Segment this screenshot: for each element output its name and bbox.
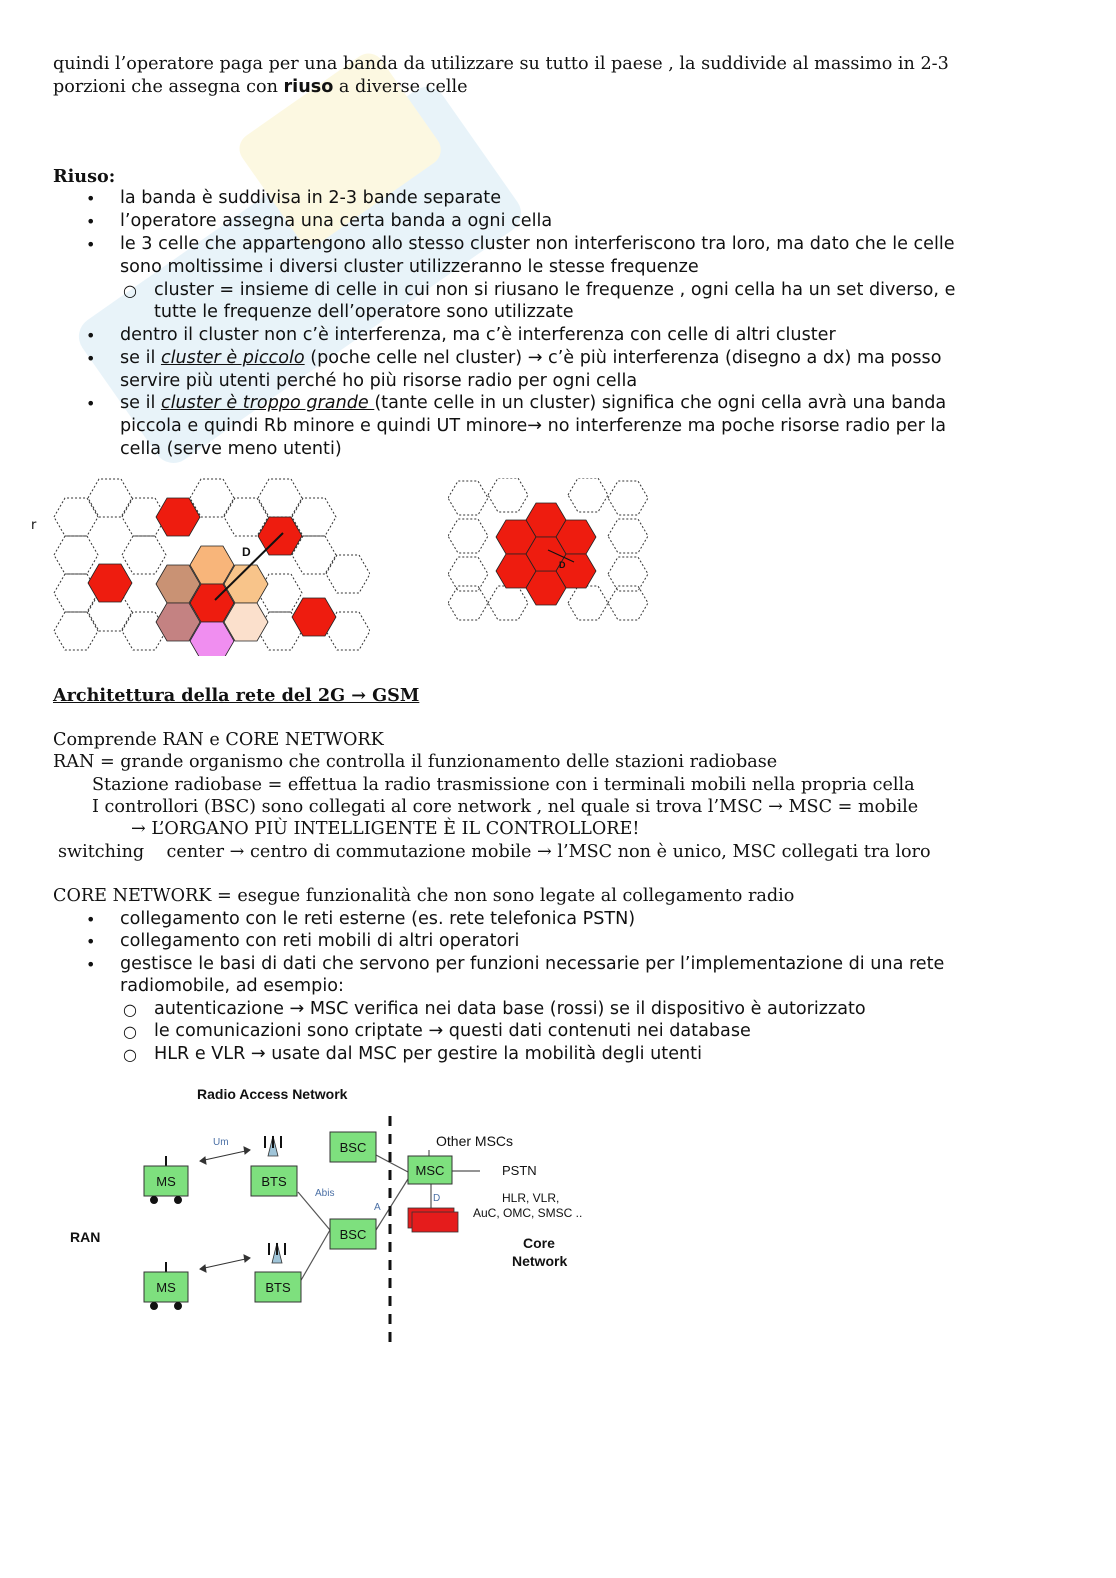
pstn-label: PSTN: [502, 1163, 537, 1178]
antenna-icon: [265, 1136, 281, 1156]
distance-label-d-small: D: [559, 560, 566, 570]
um-label: Um: [213, 1137, 229, 1148]
intro-line-1: quindi l’operatore paga per una banda da utilizzare su tutto il paese , la suddivide al massimo in 2-3: [53, 54, 949, 74]
arch-line-5: → L’ORGANO PIÙ INTELLIGENTE È IL CONTROLLORE!: [131, 819, 640, 839]
riuso-sub-bullet-line-1: cluster = insieme di celle in cui non si riusano le frequenze , ogni cella ha un set diverso, e: [154, 280, 956, 300]
bullet-icon: •: [86, 932, 96, 951]
antenna-icon: [269, 1243, 285, 1263]
gsm-architecture-diagram: [60, 1080, 620, 1350]
db-label-line-1: HLR, VLR,: [502, 1191, 560, 1205]
ms-label: MS: [156, 1280, 176, 1295]
riuso-bullet-6-line-1: [120, 392, 946, 415]
arch-line-1: Comprende RAN e CORE NETWORK: [53, 730, 384, 750]
text: (tante celle in un cluster) significa che ogni cella avrà una banda: [374, 393, 947, 413]
bullet-icon: •: [86, 189, 96, 208]
core-bullet-2: collegamento con reti mobili di altri operatori: [120, 931, 520, 951]
riuso-bullet-6-line-2: piccola e quindi Rb minore e quindi UT minore→ no interferenze ma poche risorse radio per la: [120, 416, 947, 436]
riuso-bullet-4: dentro il cluster non c’è interferenza, ma c’è interferenza con celle di altri cluster: [120, 325, 836, 345]
abis-label: Abis: [315, 1188, 335, 1199]
arch-heading: Architettura della rete del 2G → GSM: [53, 685, 420, 706]
bullet-icon: •: [86, 212, 96, 231]
riuso-heading: Riuso:: [53, 166, 116, 187]
hex-cluster-figure-small: [448, 478, 658, 626]
stray-mark: r: [31, 518, 37, 533]
bullet-icon: •: [86, 349, 96, 368]
hex-cluster-figure-large: [40, 478, 370, 656]
core-bullet-3-line-1: gestisce le basi di dati che servono per funzioni necessarie per l’implementazione di una rete: [120, 954, 945, 974]
circle-bullet-icon: ○: [123, 1000, 137, 1019]
text: se il: [120, 348, 161, 368]
core-bullet-3-line-2: radiomobile, ad esempio:: [120, 976, 344, 996]
d-interface-label: D: [433, 1193, 441, 1204]
core-sub-bullet-3: HLR e VLR → usate dal MSC per gestire la mobilità degli utenti: [154, 1044, 702, 1064]
riuso-bullet-3-line-1: le 3 celle che appartengono allo stesso cluster non interferiscono tra loro, ma dato che le celle: [120, 234, 955, 254]
bullet-icon: •: [86, 235, 96, 254]
intro-bold-riuso: riuso: [283, 77, 334, 97]
core-sub-bullet-1: autenticazione → MSC verifica nei data base (rossi) se il dispositivo è autorizzato: [154, 999, 866, 1019]
emphasis-cluster-troppo-grande: cluster è troppo grande: [160, 393, 375, 413]
other-mscs-label: Other MSCs: [436, 1133, 514, 1149]
bullet-icon: •: [86, 955, 96, 974]
arch-line-4: I controllori (BSC) sono collegati al core network , nel quale si trova l’MSC → MSC = mobile: [92, 797, 919, 817]
core-sub-bullet-2: le comunicazioni sono criptate → questi dati contenuti nei database: [154, 1021, 751, 1041]
text: se il: [120, 393, 161, 413]
core-bullet-1: collegamento con le reti esterne (es. rete telefonica PSTN): [120, 909, 636, 929]
db-label-line-2: AuC, OMC, SMSC ..: [473, 1206, 583, 1220]
riuso-bullet-5-line-2: servire più utenti perché ho più risorse radio per ogni cella: [120, 371, 638, 391]
bts-label: BTS: [261, 1174, 287, 1189]
riuso-bullet-1: la banda è suddivisa in 2-3 bande separate: [120, 188, 502, 208]
emphasis-cluster-piccolo: cluster è piccolo: [160, 348, 305, 368]
bullet-icon: •: [86, 326, 96, 345]
bsc-label: BSC: [339, 1140, 367, 1155]
bullet-icon: •: [86, 394, 96, 413]
riuso-bullet-5-line-1: [120, 347, 942, 370]
riuso-sub-bullet-line-2: tutte le frequenze dell’operatore sono utilizzate: [154, 302, 574, 322]
database-icon: [408, 1208, 458, 1232]
msc-label: MSC: [415, 1163, 445, 1178]
riuso-bullet-2: l’operatore assegna una certa banda a ogni cella: [120, 211, 553, 231]
ms-label: MS: [156, 1174, 176, 1189]
intro-text: porzioni che assegna con: [53, 77, 284, 97]
text: (poche celle nel cluster) → c’è più interferenza (disegno a dx) ma posso: [304, 348, 942, 368]
intro-line-2: [53, 76, 468, 99]
riuso-bullet-3-line-2: sono moltissime i diversi cluster utilizzeranno le stesse frequenze: [120, 257, 699, 277]
arch-line-3: Stazione radiobase = effettua la radio trasmissione con i terminali mobili nella propria cella: [92, 775, 915, 795]
circle-bullet-icon: ○: [123, 1022, 137, 1041]
intro-text-end: a diverse celle: [333, 77, 468, 97]
circle-bullet-icon: ○: [123, 1045, 137, 1064]
core-network-label-line-1: Core: [523, 1235, 555, 1251]
diagram-title: Radio Access Network: [197, 1086, 348, 1102]
circle-bullet-icon: ○: [123, 281, 137, 300]
riuso-bullet-6-line-3: cella (serve meno utenti): [120, 439, 342, 459]
core-line-1: CORE NETWORK = esegue funzionalità che non sono legate al collegamento radio: [53, 886, 795, 906]
arch-line-6: switching center → centro di commutazione mobile → l’MSC non è unico, MSC collegati tra loro: [58, 842, 931, 862]
arch-line-2: RAN = grande organismo che controlla il funzionamento delle stazioni radiobase: [53, 752, 778, 772]
bullet-icon: •: [86, 910, 96, 929]
ran-label: RAN: [70, 1229, 101, 1245]
bts-label: BTS: [265, 1280, 291, 1295]
core-network-label-line-2: Network: [512, 1253, 568, 1269]
distance-label-d: D: [242, 545, 251, 559]
bsc-label: BSC: [339, 1227, 367, 1242]
a-interface-label: A: [374, 1202, 381, 1213]
